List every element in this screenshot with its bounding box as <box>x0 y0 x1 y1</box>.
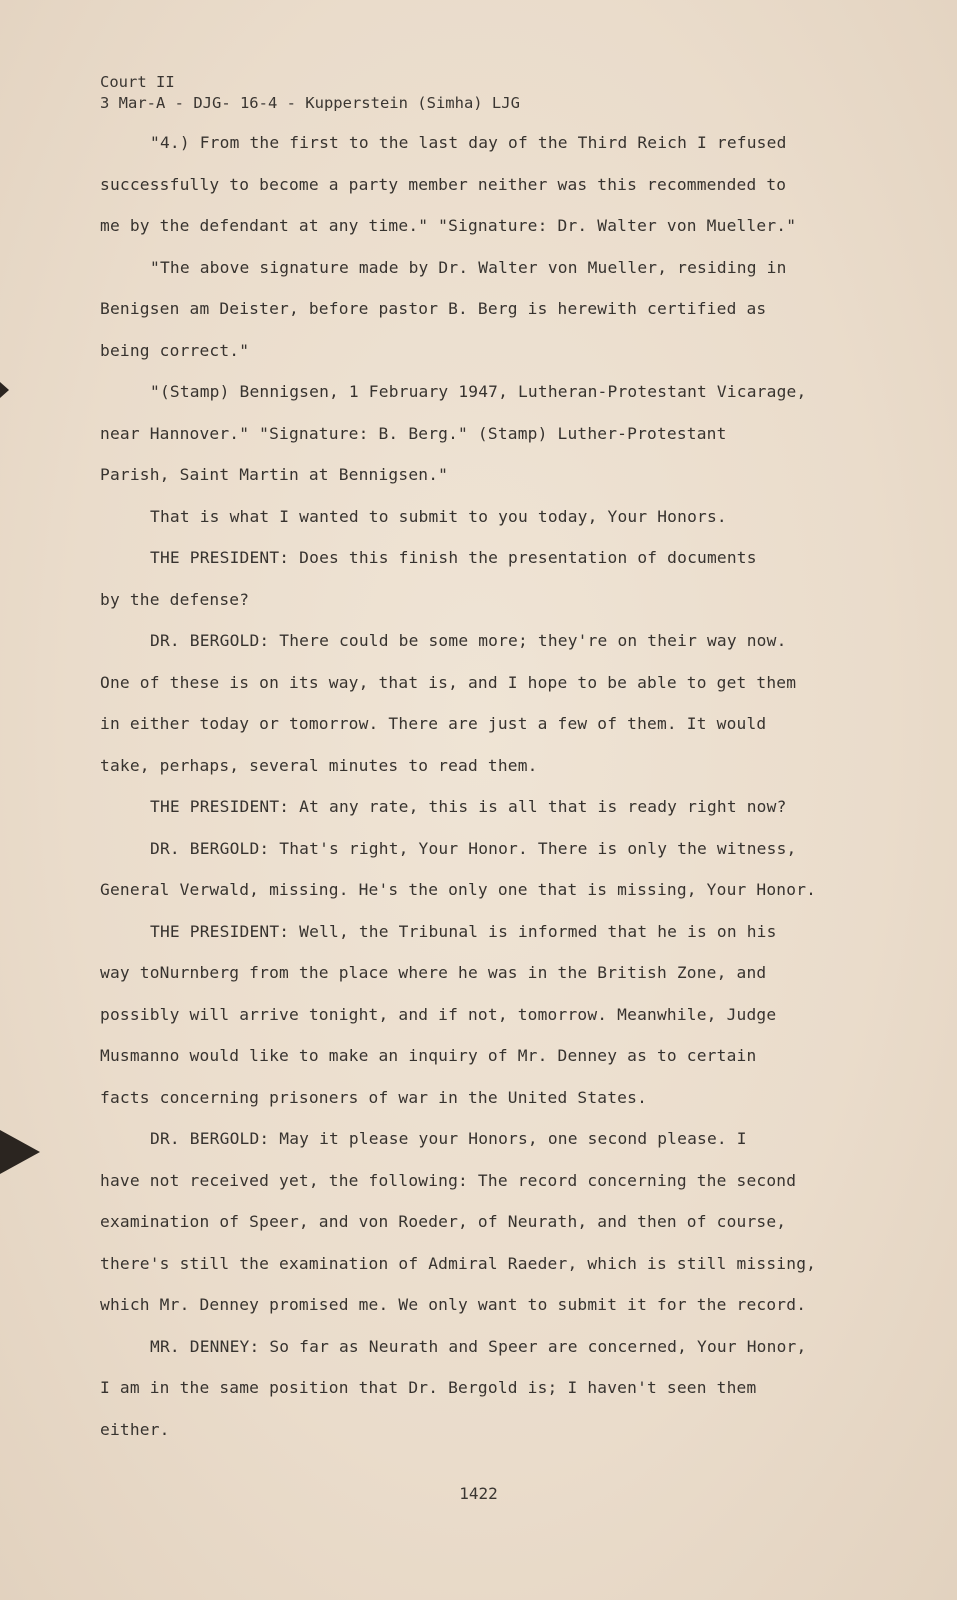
document-header <box>100 72 880 114</box>
transcript-line: DR. BERGOLD: There could be some more; they're on their way now. <box>150 631 787 650</box>
transcript-line: That is what I wanted to submit to you today, Your Honors. <box>150 506 727 526</box>
transcript-line: "4.) From the first to the last day of the Third Reich I refused <box>150 133 787 152</box>
transcript-line: which Mr. Denney promised me. We only want to submit it for the record. <box>100 1295 807 1314</box>
transcript-line: "The above signature made by Dr. Walter von Mueller, residing in <box>150 257 787 277</box>
transcript-line: Benigsen am Deister, before pastor B. Berg is herewith certified as <box>100 299 767 318</box>
transcript-line: THE PRESIDENT: Does this finish the presentation of documents <box>150 548 757 567</box>
transcript-line: Parish, Saint Martin at Bennigsen." <box>100 465 449 484</box>
transcript-line: way toNurnberg from the place where he was in the British Zone, and <box>100 963 767 982</box>
transcript-line: One of these is on its way, that is, and I hope to be able to get them <box>100 672 797 692</box>
transcript-line: near Hannover." "Signature: B. Berg." (Stamp) Luther-Protestant <box>100 423 727 443</box>
court-label: Court II <box>100 73 175 91</box>
transcript-line: either. <box>100 1419 170 1439</box>
transcript-line: "(Stamp) Bennigsen, 1 February 1947, Lutheran-Protestant Vicarage, <box>150 382 807 401</box>
transcript-line: MR. DENNEY: So far as Neurath and Speer are concerned, Your Honor, <box>150 1336 807 1356</box>
transcript-line: Musmanno would like to make an inquiry of Mr. Denney as to certain <box>100 1046 757 1065</box>
transcript-line: in either today or tomorrow. There are just a few of them. It would <box>100 714 767 733</box>
transcript-line: facts concerning prisoners of war in the United States. <box>100 1087 648 1107</box>
transcript-line: DR. BERGOLD: May it please your Honors, one second please. I <box>150 1129 747 1148</box>
transcript-line: successfully to become a party member neither was this recommended to <box>100 174 787 194</box>
transcript-reference: 3 Mar-A - DJG- 16-4 - Kupperstein (Simha) LJG <box>100 94 520 112</box>
transcript-line: I am in the same position that Dr. Bergold is; I haven't seen them <box>100 1378 757 1397</box>
transcript-line: General Verwald, missing. He's the only one that is missing, Your Honor. <box>100 880 817 899</box>
transcript-line: there's still the examination of Admiral Raeder, which is still missing, <box>100 1253 817 1273</box>
binding-tab-marker <box>0 382 9 398</box>
transcript-body <box>100 130 860 1458</box>
transcript-line: being correct." <box>100 340 250 360</box>
transcript-line: possibly will arrive tonight, and if not, tomorrow. Meanwhile, Judge <box>100 1004 777 1024</box>
transcript-line: me by the defendant at any time." "Signature: Dr. Walter von Mueller." <box>100 216 797 235</box>
transcript-line: THE PRESIDENT: Well, the Tribunal is informed that he is on his <box>150 921 777 941</box>
transcript-line: examination of Speer, and von Roeder, of Neurath, and then of course, <box>100 1212 787 1231</box>
transcript-line: have not received yet, the following: The record concerning the second <box>100 1170 797 1190</box>
page-number: 1422 <box>459 1484 498 1503</box>
binding-tab-marker <box>0 1130 40 1174</box>
transcript-line: take, perhaps, several minutes to read them. <box>100 755 538 775</box>
transcript-line: DR. BERGOLD: That's right, Your Honor. There is only the witness, <box>150 838 797 858</box>
transcript-line: by the defense? <box>100 589 250 609</box>
transcript-line: THE PRESIDENT: At any rate, this is all that is ready right now? <box>150 797 787 816</box>
